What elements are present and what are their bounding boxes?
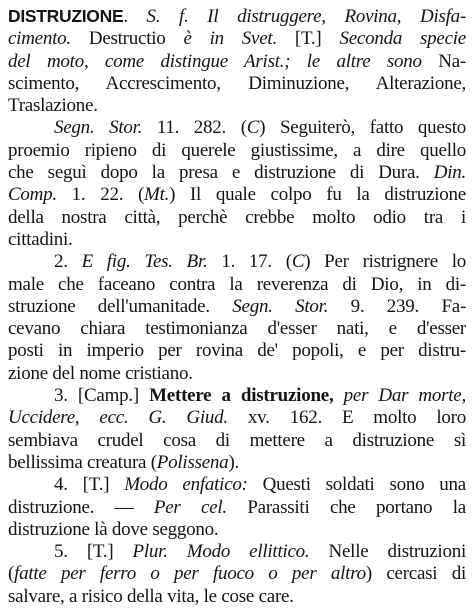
text-run: Din. [433, 162, 466, 184]
text-run: per Dar morte, [333, 385, 466, 407]
entry-line [8, 407, 466, 429]
text-run: che seguì dopo la presa e distruzione di Dura. [8, 162, 434, 184]
entry-line [8, 385, 466, 407]
text-run: ) Il quale colpo fu la distruzione [169, 184, 466, 206]
text-run: cevano chiara testimonianza d'esser nati, e d'esser [8, 318, 466, 340]
entry-line [8, 430, 466, 452]
entry-line [8, 340, 466, 362]
text-run: 11. 282. ( [142, 117, 247, 139]
entry-line [8, 452, 466, 474]
entry-line [8, 274, 466, 296]
text-run: ). [228, 451, 240, 473]
text-run: cimento. [8, 28, 71, 50]
text-run: Questi soldati sono una [247, 474, 466, 496]
text-run: C [246, 117, 260, 139]
text-run: 4. [T.] [54, 474, 125, 496]
text-run: Plur. Modo ellittico. [132, 541, 310, 563]
entry-line [8, 207, 466, 229]
entry-line [8, 95, 466, 117]
text-run: bellissima creatura ( [8, 451, 157, 473]
text-run: Segn. Stor. [54, 117, 143, 139]
text-run: zione del nome cristiano. [8, 362, 193, 384]
entry-line [8, 296, 466, 318]
text-run: scimento, Accrescimento, Diminuzione, Alterazione, [8, 72, 466, 94]
text-run: 5. [T.] [54, 541, 133, 563]
text-run: 1. 17. ( [207, 251, 292, 273]
text-run: fatte per ferro o per fuoco o per altro [14, 563, 366, 585]
entry-line [8, 184, 466, 206]
entry-line [8, 497, 466, 519]
text-run: Traslazione. [8, 95, 98, 117]
text-run: della nostra città, perchè crebbe molto odio tra i [8, 206, 466, 228]
headword: DISTRUZIONE [8, 6, 124, 26]
entry-line [8, 28, 466, 50]
text-run: ) Seguiterò, fatto questo [259, 117, 466, 139]
entry-line [8, 474, 466, 496]
text-run: male che faceano contra la reverenza di Dio, in di- [8, 273, 466, 295]
text-run: Destructio [70, 28, 184, 50]
text-run: Uccidere, ecc. G. Giud. [8, 407, 228, 429]
text-run: xv. 162. E molto loro [227, 407, 466, 429]
text-run: 2. [54, 251, 82, 273]
text-run: Nelle distruzioni [309, 541, 466, 563]
text-run: cittadini. [8, 228, 73, 250]
text-run: salvare, a risico della vita, le cose care. [8, 585, 294, 607]
entry-line [8, 541, 466, 563]
text-run: 3. [Camp.] [54, 385, 150, 407]
entry-line [8, 229, 466, 251]
text-run: proemio ripieno di querele giustissime, a dire quello [8, 139, 466, 161]
text-run: Comp. [8, 184, 57, 206]
text-run: Mt. [144, 184, 170, 206]
text-run: 9. 239. Fa- [328, 295, 466, 317]
text-run: [T.] [276, 28, 340, 50]
entry-line [8, 162, 466, 184]
text-run: Seconda specie [339, 28, 466, 50]
text-run: Mettere a distruzione, [149, 385, 334, 407]
text-run: C [291, 251, 305, 273]
entry-line [8, 586, 466, 608]
text-run: ) cercasi di [365, 563, 466, 585]
text-run: Modo enfatico: [124, 474, 248, 496]
text-run: Segn. Stor. [232, 295, 329, 317]
entry-line [8, 519, 466, 541]
text-run: Polissena [156, 451, 229, 473]
text-run: ( [8, 563, 15, 585]
entry-line [8, 140, 466, 162]
entry-line [8, 363, 466, 385]
text-run: Parassiti che portano la [226, 496, 466, 518]
entry-line [8, 51, 466, 73]
entry-line [8, 318, 466, 340]
text-run: Na- [421, 50, 466, 72]
text-run: sembiava crudel cosa di mettere a distruzione sì [8, 429, 466, 451]
text-run: 1. 22. ( [56, 184, 145, 206]
entry-line: DISTRUZIONE. S. f. Il distruggere, Rovina, Disfa- [8, 6, 466, 27]
entry-body [8, 5, 466, 608]
text-run: struzione dell'umanitade. [8, 295, 233, 317]
text-run: S. f. Il distruggere, Rovina, Disfa- [146, 6, 466, 27]
text-run: è in Svet. [183, 28, 277, 50]
text-run: del moto, come distingue Arist.; le altre sono [8, 50, 422, 72]
entry-line [8, 73, 466, 95]
entry-line [8, 563, 466, 585]
text-run: Per cel. [153, 496, 227, 518]
entry-line [8, 251, 466, 273]
text-run: E fig. Tes. Br. [81, 251, 208, 273]
text-run: distruzione. — [8, 496, 154, 518]
entry-line [8, 117, 466, 139]
text-run: distruzione là dove seggono. [8, 518, 219, 540]
text-run: ) Per ristrignere lo [304, 251, 466, 273]
text-run: posti in imperio per rovina de' popoli, e per distru- [8, 340, 466, 362]
